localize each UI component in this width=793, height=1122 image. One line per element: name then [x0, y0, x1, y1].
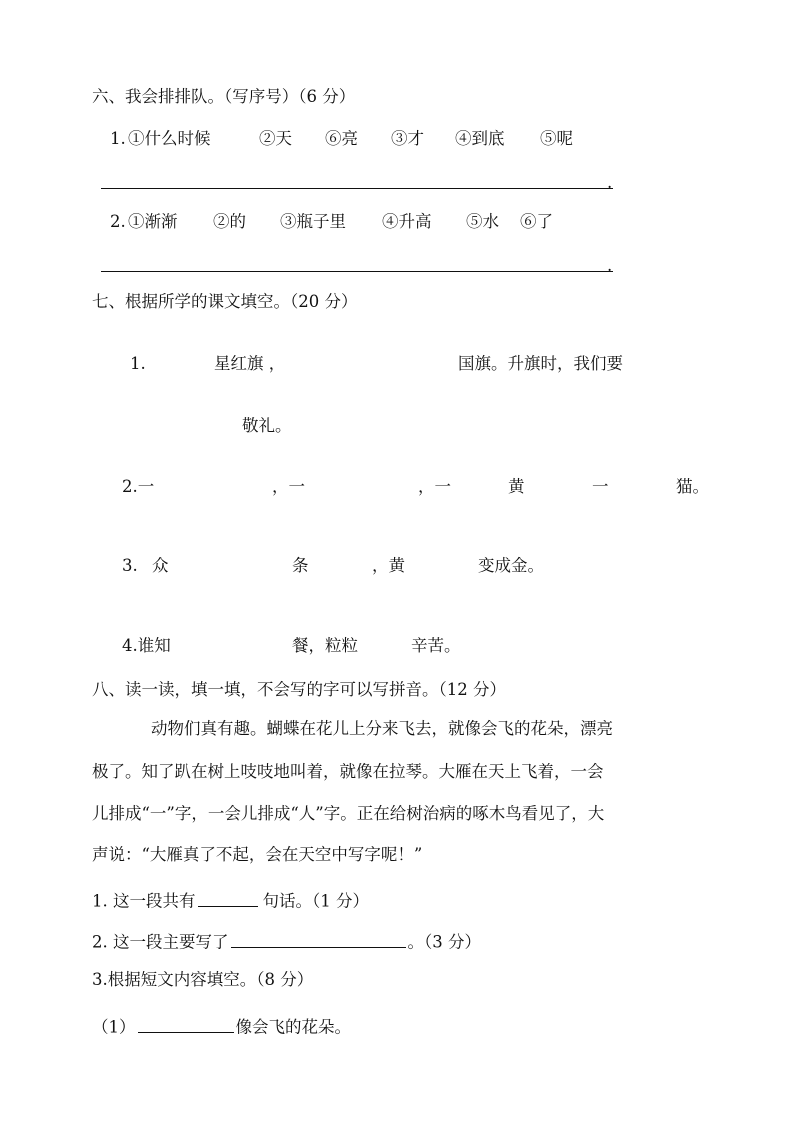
q6-1-word: ②天	[259, 129, 292, 148]
q8-2	[92, 930, 481, 951]
q6-2-word: ④升高	[382, 212, 432, 231]
q6-1-word: ⑥亮	[325, 129, 358, 148]
q6-1-word: ①什么时候	[128, 129, 211, 148]
q8-1	[92, 889, 369, 910]
passage-line: 极了。知了趴在树上吱吱地叫着，就像在拉琴。大雁在天上飞着，一会	[92, 762, 604, 781]
q8-2-text: 2. 这一段主要写了	[92, 932, 229, 952]
q6-2-number: 2.	[110, 212, 126, 231]
q7-1-number: 1.	[130, 354, 146, 373]
q7-2-text: 一	[592, 477, 609, 496]
q6-2-answer-line[interactable]	[101, 271, 613, 272]
section-8-title: 八、读一读，填一填，不会写的字可以写拼音。（12 分）	[92, 680, 506, 699]
q7-3-number: 3.	[122, 556, 138, 575]
q6-1-word: ③才	[391, 129, 424, 148]
q7-4-number: 4.谁知	[122, 636, 171, 655]
q8-1-text: 句话。（1 分）	[262, 891, 369, 911]
q8-3-1	[92, 1015, 351, 1036]
q6-2-word: ②的	[213, 212, 246, 231]
q7-3-text: ，黄	[372, 556, 405, 575]
q7-3-text: 变成金。	[478, 556, 544, 575]
q6-1-period: .	[607, 173, 613, 192]
q6-1-answer-line[interactable]	[101, 188, 613, 189]
q7-2-text: 黄	[508, 477, 525, 496]
q6-1-number: 1.	[110, 129, 126, 148]
q7-2-text: ，一	[418, 477, 451, 496]
q7-4-text: 餐，粒粒	[292, 636, 358, 655]
q8-3-1-blank[interactable]	[138, 1015, 234, 1033]
q6-2-word: ⑤水	[466, 212, 499, 231]
section-6-title: 六、我会排排队。（写序号）（6 分）	[92, 87, 356, 106]
q8-3-1-text: 像会飞的花朵。	[235, 1017, 351, 1037]
q6-2-word: ⑥了	[520, 212, 553, 231]
q7-3-text: 条	[292, 556, 309, 575]
q6-1-word: ④到底	[455, 129, 505, 148]
q7-2-text: ，一	[272, 477, 305, 496]
q7-2-text: 猫。	[676, 477, 709, 496]
q7-1-text: 星红旗 ，	[214, 354, 286, 373]
passage-line: 儿排成“一”字，一会儿排成“人”字。正在给树治病的啄木鸟看见了，大	[92, 804, 605, 823]
q6-1-word: ⑤呢	[540, 129, 573, 148]
q6-2-word: ③瓶子里	[280, 212, 346, 231]
q8-1-text: 1. 这一段共有	[92, 891, 196, 911]
q8-2-text: 。（3 分）	[407, 932, 481, 952]
q6-2-word: ①渐渐	[128, 212, 178, 231]
q7-1-text: 敬礼。	[242, 416, 292, 435]
passage-line: 动物们真有趣。蝴蝶在花儿上分来飞去，就像会飞的花朵，漂亮	[151, 719, 613, 738]
q7-3-text: 众	[152, 556, 169, 575]
q6-2-period: .	[607, 256, 613, 275]
q8-1-blank[interactable]	[198, 889, 258, 907]
q7-1-text: 国旗。升旗时，我们要	[458, 354, 623, 373]
q8-3-title: 3.根据短文内容填空。（8 分）	[92, 970, 314, 989]
section-7-title: 七、根据所学的课文填空。（20 分）	[92, 292, 358, 311]
q8-3-1-number: （1）	[92, 1017, 136, 1037]
q7-2-number: 2.一	[122, 477, 155, 496]
q8-2-blank[interactable]	[231, 930, 406, 948]
passage-line: 声说：“大雁真了不起，会在天空中写字呢！”	[92, 845, 423, 864]
q7-4-text: 辛苦。	[411, 636, 461, 655]
